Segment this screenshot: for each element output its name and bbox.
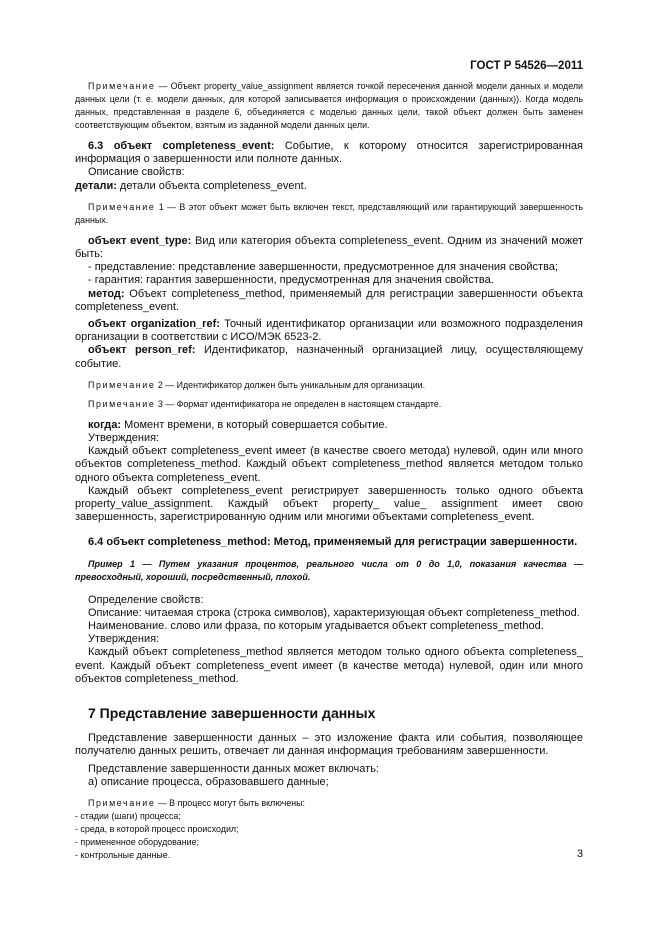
note-list-item: - контрольные данные. (75, 849, 171, 860)
note-list-item: - стадии (шаги) процесса; (75, 810, 181, 821)
page-number: 3 (576, 848, 583, 860)
note-2 (75, 379, 583, 392)
note-label: Примечание (88, 201, 156, 212)
note-number: 1 (155, 201, 164, 212)
note-3 (75, 398, 583, 411)
page-content (75, 80, 583, 862)
note-label: Примечание (88, 81, 156, 91)
details-label: детали: (75, 179, 117, 192)
naming-line: Наименование. слово или фраза, по которым угадывается объект completeness_method. (88, 620, 544, 633)
event-type-property (75, 235, 583, 261)
statements-label: Утверждения: (88, 432, 160, 445)
section-6-3-text: Событие, к которому относится зарегистрированная информация о завершенности или полноте данных. (75, 140, 583, 166)
organization-ref-text: Точный идентификатор организации или возможного подразделения организации в соответствии с ИСО/МЭК 6523-2. (75, 318, 584, 344)
note-property-value-assignment (75, 80, 583, 132)
note-label: Примечание (88, 379, 156, 390)
method-property (75, 288, 583, 314)
person-ref-label: объект person_ref: (88, 344, 196, 357)
event-type-label: объект event_type: (88, 234, 192, 247)
when-label: когда: (88, 418, 122, 431)
section-6-4-heading (75, 536, 583, 549)
note-label: Примечание (88, 398, 156, 409)
details-property (75, 180, 583, 193)
note-number: 3 (155, 398, 163, 409)
document-header: ГОСТ Р 54526—2011 (470, 60, 583, 72)
list-item-guarantee: - гарантия: гарантия завершенности, предусмотренная для значения свойства. (88, 274, 494, 287)
event-type-text: Вид или категория объекта completeness_event. Одним из значений может быть: (75, 234, 584, 261)
note-text: — Формат идентификатора не определен в настоящем стандарте. (162, 398, 442, 409)
statement-3: Каждый объект completeness_method является методом только одного объекта completeness_ event. Каждый объект completeness_event имеет (в качестве метода) нулевой, один или много объектов completeness_method. (75, 646, 583, 685)
properties-definition-label: Определение свойств: (88, 593, 204, 606)
statement-2: Каждый объект completeness_event регистрирует завершенность только одного объекта property_value_assignment. Каждый объект property_ value_ assignment имеет свою завершенность, зарегистрированную одним или многими объектами completeness_event. (75, 484, 583, 524)
note-1 (75, 201, 583, 227)
statement-1: Каждый объект completeness_event имеет (в качестве своего метода) нулевой, один или много объектов completeness_method. Каждый объект completeness_method является методом только одного объекта completeness_event. (75, 445, 583, 484)
section-7-paragraph-1: Представление завершенности данных – это изложение факта или события, позволяющее получателю данных решить, отвечает ли данная информация требованиям завершенности. (75, 732, 583, 758)
section-7-heading: 7 Представление завершенности данных (88, 705, 376, 722)
properties-description-label: Описание свойств: (88, 166, 185, 179)
note-list-item: - среда, в которой процесс происходил; (75, 823, 239, 834)
section-6-3 (75, 140, 583, 166)
note-text: — В этот объект может быть включен текст, представляющий или гарантирующий завершенность данных. (75, 201, 583, 225)
section-7-item-a: а) описание процесса, образовавшего данные; (88, 775, 329, 788)
when-text: Момент времени, в который совершается событие. (121, 418, 388, 431)
details-text: детали объекта completeness_event. (116, 179, 307, 192)
person-ref-text: Идентификатор, назначенный организацией лицу, осуществляющему событие. (75, 344, 583, 370)
note-list-item: - примененное оборудование; (75, 836, 199, 847)
section-6-3-heading: 6.3 объект completeness_event: (88, 140, 275, 152)
description-line: Описание: читаемая строка (строка символов), характеризующая объект completeness_method. (88, 606, 580, 619)
statements-label-2: Утверждения: (88, 633, 160, 646)
note-label: Примечание (88, 797, 156, 808)
section-6-4-heading-text: 6.4 объект completeness_method: Метод, применяемый для регистрации завершенности. (88, 536, 578, 549)
person-ref-property (75, 344, 583, 370)
note-text: — В процесс могут быть включены: (155, 797, 306, 808)
method-label: метод: (88, 287, 125, 300)
note-process (75, 797, 583, 810)
when-property (75, 419, 583, 432)
note-text: — Объект property_value_assignment является точкой пересечения данной модели данных и модели данных цели (т. е. модели данных, для которой записывается информация о происхождении (данных)). Когда модель данных, представленная в разделе 6, объединяется с моделью данных цели, такой объект должен быть заменен соответствующим объектом, взятым из заданной модели данных цели. (75, 81, 583, 130)
section-7-paragraph-2: Представление завершенности данных может включать: (88, 762, 379, 775)
list-item-representation: - представление: представление завершенности, предусмотренное для значения свойства; (88, 261, 558, 274)
note-text: — Идентификатор должен быть уникальным для организации. (162, 379, 426, 390)
example-1: Пример 1 — Путем указания процентов, реального числа от 0 до 1,0, показания качества — превосходный, хороший, посредственный, плохой. (75, 558, 583, 582)
note-number: 2 (155, 379, 163, 390)
organization-ref-property (75, 318, 583, 344)
method-text: Объект completeness_method, применяемый для регистрации завершенности объекта completeness_event. (75, 287, 583, 313)
organization-ref-label: объект organization_ref: (88, 318, 220, 331)
